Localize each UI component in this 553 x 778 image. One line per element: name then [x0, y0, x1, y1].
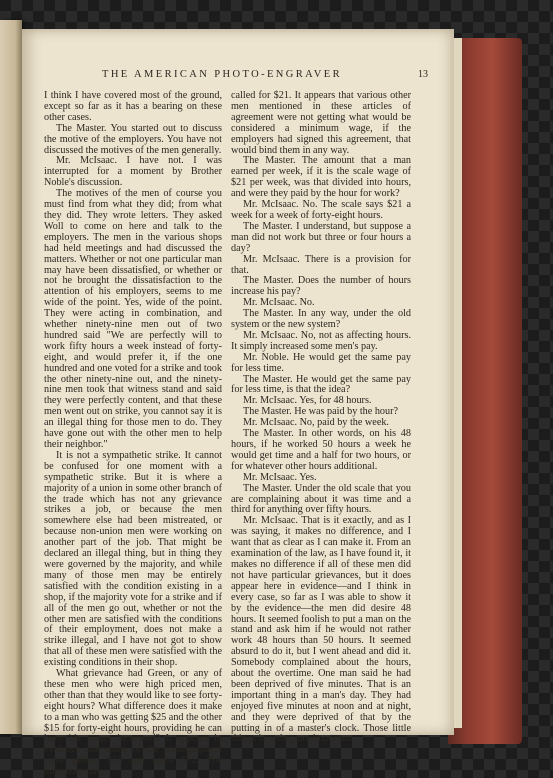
paragraph: The Master. He was paid by the hour? [243, 406, 399, 418]
paragraph: Mr. McIsaac. That is it exactly, and as I was saying, it makes no difference, and I want that as clear as I can make it. From an examination of the law, as I have found it, it makes no difference if all of these men did not have particular grievances, but it does appear here in evidence—and I think in every case, so far as I was able to show it by the evidence—the men did desire 48 hours. It seemed foolish to put a man on the stand and ask him if he would not rather work 48 hours than 50 hours. It seemed absurd to do it, but I went ahead and did it. Somebody complained about the hours, about the overtime. One man said he had been deprived of five minutes. That is an important thing in a man's day. They had enjoyed five minutes at noon and at night, and they were deprived of that by the putting in of a master's clock. Those little things in a shop are important. [231, 515, 411, 745]
left-column [44, 91, 222, 778]
paragraph: The Master. You started out to discuss the motive of the employers. You have not discussed the motives of the men generally. [44, 122, 222, 156]
paragraph: The Master. In any way, under the old system or the new system? [231, 308, 411, 331]
facing-page-edge [0, 20, 22, 734]
paragraph: The Master. Does the number of hours increase his pay? [231, 275, 411, 298]
paragraph: Mr. Noble. He would get the same pay for less time. [231, 351, 411, 374]
paragraph: The Master. In other words, on his 48 hours, if he worked 50 hours a week he would get time and a half for two hours, or for whatever other hours additional. [231, 428, 411, 472]
paragraph: Mr. McIsaac. No, not as affecting hours. It simply increased some men's pay. [231, 329, 411, 352]
paragraph: The Master. Under the old scale that you are complaining about it was time and a third for anything over fifty hours. [231, 482, 411, 516]
paragraph: It is not a sympathetic strike. It cannot be confused for one moment with a sympathetic strike. But it is where a majority of a union in some other branch of the trade which has not any grievance strikes a job, or because the men somewhere else had been mistreated, or because non-union men were working on another part of the job. That might be declared an illegal thing, but in thing they were governed by the majority, and while many of those men may be entirely satisfied with the condition existing in a shop, if the majority vote for a strike and if all of the men go out, whether or not the other men are satisfied with the conditions of their employment, does not make a strike illegal, and I have not got to show that all of these men were satisfied with the existing conditions in their shop. [44, 449, 222, 669]
paragraph: Mr. McIsaac. There is a provision for that. [231, 253, 411, 276]
paragraph: Mr. McIsaac. No. [243, 297, 315, 309]
right-column [231, 91, 411, 745]
paragraph: What grievance had Green, or any of these men who were high priced men, other than that they would like to see forty-eight hours? What difference does it make to a man who was getting $25 and the other $15 for forty-eight hours, providing he can have his wages increased? It appears in evidence that some of the photographers were getting $15 and some $12. The minimum rate [44, 668, 222, 778]
paragraph: The motives of the men of course you must find from what they did; from what they did. They wrote letters. They asked Woll to come on here and talk to the employers. The men in the various shops had held meetings and had discussed the matters. Whether or not one particular man may have been dissatisfied, or whether or not he brought the dissatisfaction to the attention of his employers, seems to me wide of the point. Yes, wide of the point. They were acting in combination, and whether ninety-nine men out of two hundred said "We are perfectly will to work fifty hours a week instead of forty-eight, and would prefer it, if the one hundred and one voted for a strike and took the other ninety-nine out, and the ninety-nine men took that witness stand and said they were perfectly content, and that these men went out on strike, you cannot say it is an illegal thing for those men to do. They have gone out with the other men to help their neighbor." [44, 188, 222, 450]
paragraph: Mr. McIsaac. I have not. I was interrupted for a moment by Brother Noble's discussion. [44, 155, 222, 189]
paragraph: Mr. McIsaac. No, paid by the week. [243, 417, 389, 429]
paragraph: The Master. The amount that a man earned per week, if it is the scale wage of $21 per week, was that divided into hours, and were they paid by the hour for work? [231, 155, 411, 200]
paragraph: I think I have covered most of the ground, except so far as it has a bearing on these other cases. [44, 90, 222, 123]
paragraph: Mr. McIsaac. Yes, for 48 hours. [243, 395, 372, 407]
journal-title: THE AMERICAN PHOTO-ENGRAVER [102, 69, 343, 80]
paragraph: The Master. I understand, but suppose a man did not work but three or four hours a day? [231, 220, 411, 254]
paragraph: Mr. McIsaac. No. The scale says $21 a week for a week of forty-eight hours. [231, 199, 411, 221]
paragraph: The Master. He would get the same pay for less time, is that the idea? [231, 373, 411, 396]
running-header [42, 69, 434, 83]
paragraph: Mr. McIsaac. Yes. [243, 471, 317, 483]
paragraph: called for $21. It appears that various other men mentioned in these articles of agreement were not getting what would be considered a minimum wage, if the employers had signed this agreement, that would bind them in any way. [231, 90, 411, 156]
book-page [22, 29, 454, 778]
page-number: 13 [418, 69, 428, 80]
